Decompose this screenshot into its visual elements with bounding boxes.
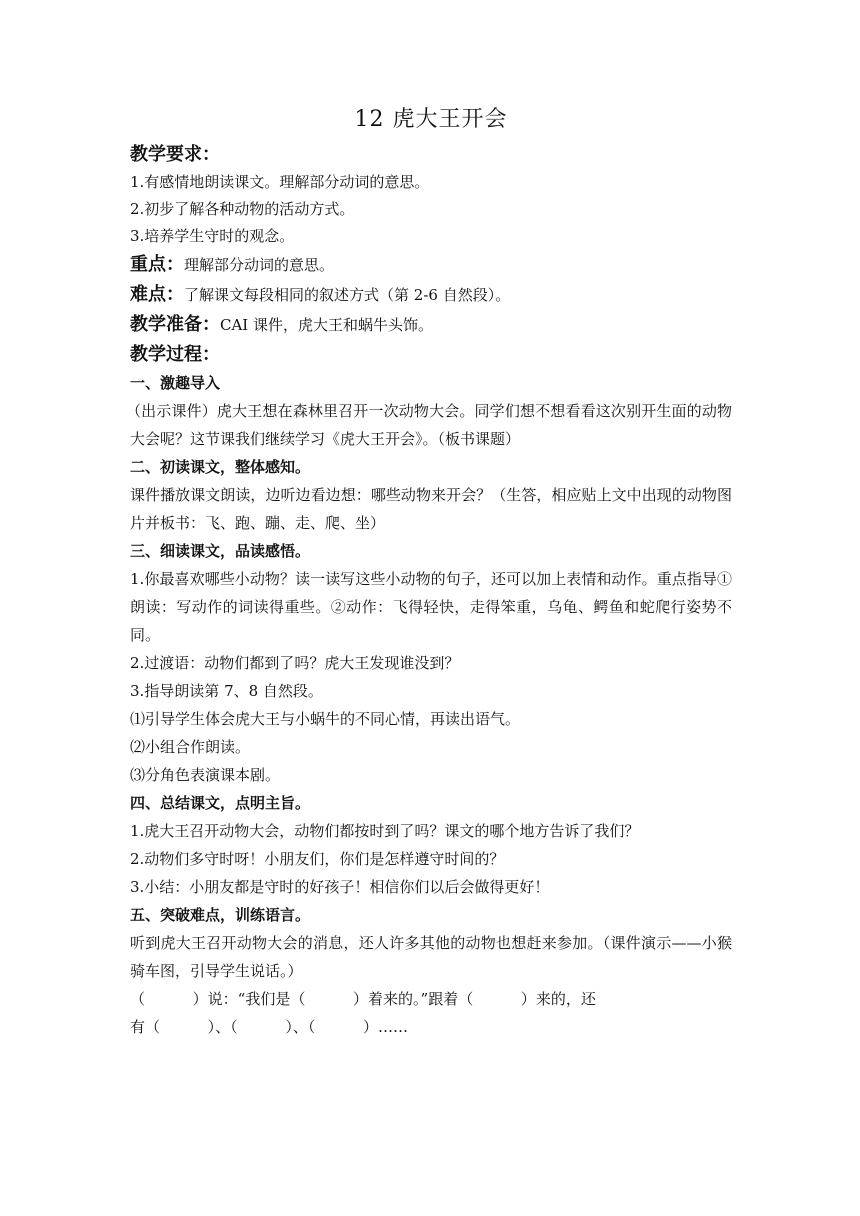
section-3-heading: 三、细读课文，品读感悟。 — [130, 542, 311, 560]
section-3-paragraph-1: 1.你最喜欢哪些小动物？读一读写这些小动物的句子，还可以加上表情和动作。重点指导①朗读：写动作的词读得重些。②动作：飞得轻快，走得笨重，乌龟、鳄鱼和蛇爬行姿势不同。 — [130, 570, 732, 644]
key-point-label: 重点： — [130, 254, 184, 275]
section-4-paragraph-2: 2.动物们多守时呀！小朋友们，你们是怎样遵守时间的？ — [130, 850, 505, 868]
section-5-heading: 五、突破难点，训练语言。 — [130, 906, 311, 924]
section-4-paragraph-3: 3.小结：小朋友都是守时的好孩子！相信你们以后会做得更好！ — [130, 878, 550, 896]
preparation-text: CAI 课件，虎大王和蜗牛头饰。 — [220, 316, 434, 334]
section-1-heading: 一、激趣导入 — [130, 374, 221, 392]
section-2-heading: 二、初读课文，整体感知。 — [130, 458, 311, 476]
section-3-paragraph-3: 3.指导朗读第 7、8 自然段。 — [130, 682, 323, 700]
key-point-line — [130, 250, 732, 280]
section-1-paragraph-1: （出示课件）虎大王想在森林里召开一次动物大会。同学们想不想看看这次别开生面的动物大会呢？这节课我们继续学习《虎大王开会》。（板书课题） — [126, 402, 732, 448]
section-4-heading: 四、总结课文，点明主旨。 — [130, 794, 311, 812]
requirement-item-1: 1.有感情地朗读课文。理解部分动词的意思。 — [130, 173, 430, 191]
section-3-paragraph-5: ⑵小组合作朗读。 — [130, 738, 251, 756]
key-point-text: 理解部分动词的意思。 — [184, 256, 335, 274]
difficulty-line — [130, 280, 732, 310]
requirement-item-3: 3.培养学生守时的观念。 — [130, 227, 295, 245]
process-heading: 教学过程： — [130, 344, 220, 365]
section-3-paragraph-2: 2.过渡语：动物们都到了吗？虎大王发现谁没到？ — [130, 654, 460, 672]
section-2-paragraph-1: 课件播放课文朗读，边听边看边想：哪些动物来开会？（生答，相应贴上文中出现的动物图片并板书：飞、跑、蹦、走、爬、坐） — [130, 486, 732, 532]
difficulty-text: 了解课文每段相同的叙述方式（第 2-6 自然段）。 — [184, 286, 511, 304]
fill-blank-line-1: （ ）说：“我们是（ ）着来的。”跟着（ ）来的，还 — [130, 990, 596, 1008]
lesson-plan-document — [126, 104, 732, 1041]
lesson-title: 12 虎大王开会 — [354, 107, 508, 132]
requirement-item-2: 2.初步了解各种动物的活动方式。 — [130, 200, 355, 218]
section-3-paragraph-4: ⑴引导学生体会虎大王与小蜗牛的不同心情，再读出语气。 — [130, 710, 521, 728]
difficulty-label: 难点： — [130, 284, 184, 305]
section-5-paragraph-1: 听到虎大王召开动物大会的消息，还人许多其他的动物也想赶来参加。（课件演示——小猴骑车图，引导学生说话。） — [130, 934, 732, 980]
preparation-line — [130, 310, 732, 340]
preparation-label: 教学准备： — [130, 314, 220, 335]
requirements-heading: 教学要求： — [130, 144, 220, 165]
section-3-paragraph-6: ⑶分角色表演课本剧。 — [130, 766, 281, 784]
fill-blank-line-2: 有（ ）、（ ）、（ ）…… — [130, 1018, 409, 1036]
section-4-paragraph-1: 1.虎大王召开动物大会，动物们都按时到了吗？课文的哪个地方告诉了我们？ — [130, 822, 640, 840]
